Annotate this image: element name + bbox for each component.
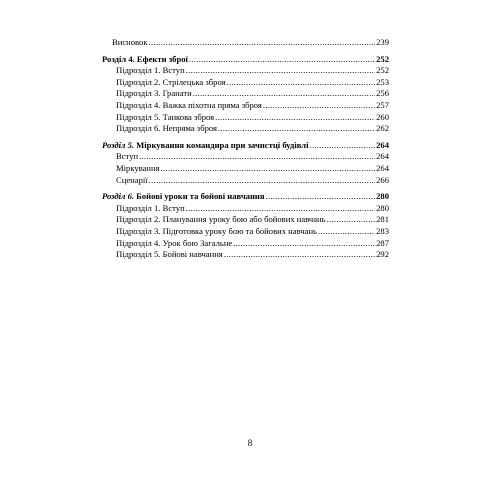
dot-leader [224, 249, 375, 261]
toc-entry-page: 239 [376, 37, 389, 47]
toc-entry-page: 260 [376, 111, 389, 122]
toc-section-6[interactable] [102, 191, 389, 203]
toc-section-page: 264 [376, 139, 389, 150]
toc-entry-page: 266 [376, 174, 389, 185]
dot-leader [139, 151, 375, 163]
toc-entry[interactable] [102, 77, 389, 89]
toc-section-page: 252 [376, 53, 389, 64]
toc-entry[interactable] [102, 226, 389, 238]
toc-section-prefix: Розділ 4. [102, 53, 135, 64]
toc-entry-page: 262 [376, 123, 389, 134]
toc-entry-page: 292 [376, 249, 389, 260]
dot-leader [189, 54, 375, 66]
toc-entry-title: Підрозділ 2. Стрілецька зброя [116, 76, 226, 87]
toc-entry-title: Сценарії [116, 174, 148, 185]
toc-section-5[interactable] [102, 140, 389, 152]
toc-entry[interactable] [102, 65, 389, 77]
toc-entry[interactable] [102, 214, 389, 226]
dot-leader [193, 88, 375, 100]
toc-entry[interactable] [102, 249, 389, 261]
toc-section-title [102, 54, 188, 66]
toc-entry-title: Підрозділ 3. Гранати [116, 88, 192, 99]
toc-section-title [102, 191, 265, 203]
toc-entry[interactable] [102, 123, 389, 135]
toc-entry-title: Висновок [112, 37, 148, 47]
toc-entry-title: Підрозділ 5. Бойові навчання [116, 249, 223, 260]
dot-leader [149, 175, 375, 187]
dot-leader [149, 37, 376, 49]
toc-entry-title: Підрозділ 4. Урок бою Загальне [116, 237, 233, 248]
toc-entry-title: Підрозділ 1. Вступ [116, 202, 185, 213]
toc-entry-title: Підрозділ 6. Непряма зброя [116, 123, 217, 134]
toc-entry-title: Підрозділ 5. Танкова зброя [116, 111, 215, 122]
page-number: 8 [247, 438, 253, 448]
dot-leader [186, 203, 375, 215]
toc-section-page: 280 [376, 191, 389, 202]
toc-section-title [102, 140, 309, 152]
toc-entry-page: 264 [376, 162, 389, 173]
toc-entry-title: Міркування [116, 162, 160, 173]
toc-section-4[interactable] [102, 54, 389, 66]
toc-entry-page: 253 [376, 76, 389, 87]
dot-leader [266, 191, 376, 203]
dot-leader [327, 214, 376, 226]
toc-entry[interactable] [102, 151, 389, 163]
toc-section-name: Міркування командира при зачистці будівлі [134, 139, 309, 150]
toc-entry-page: 287 [376, 237, 389, 248]
dot-leader [233, 238, 375, 250]
toc-entry-title: Підрозділ 4. Важка піхотна пряма зброя [116, 99, 262, 110]
toc-section-prefix: Розділ 6. [102, 191, 135, 202]
toc-entry[interactable] [102, 175, 389, 187]
toc-entry-page: 283 [376, 225, 389, 236]
dot-leader [263, 100, 375, 112]
dot-leader [186, 65, 375, 77]
toc-section-prefix: Розділ 5. [102, 139, 135, 150]
toc-entry[interactable] [102, 100, 389, 112]
toc-entry[interactable] [102, 88, 389, 100]
toc-entry[interactable] [102, 238, 389, 250]
toc-entry-title: Вступ [116, 151, 139, 162]
dot-leader [318, 226, 375, 238]
toc-entry[interactable] [102, 163, 389, 175]
dot-leader [161, 163, 376, 175]
dot-leader [218, 123, 375, 135]
toc-entry-page: 281 [376, 214, 389, 225]
toc-entry-title: Підрозділ 2. Планування уроку бою або бойових навчань [116, 214, 326, 225]
toc-entry-title: Підрозділ 3. Підготовка уроку бою та бойових навчань [116, 225, 317, 236]
toc-entry-conclusion[interactable] [102, 37, 389, 49]
toc-entry[interactable] [102, 203, 389, 215]
dot-leader [215, 112, 375, 124]
table-of-contents [102, 37, 389, 261]
toc-entry-page: 264 [376, 151, 389, 162]
toc-entry-page: 257 [376, 99, 389, 110]
toc-entry-page: 252 [376, 65, 389, 76]
toc-section-name: Ефекти зброї [134, 53, 188, 64]
toc-entry[interactable] [102, 112, 389, 124]
toc-section-name: Бойові уроки та бойові навчання [134, 191, 265, 202]
toc-entry-page: 280 [376, 202, 389, 213]
toc-entry-page: 256 [376, 88, 389, 99]
toc-entry-title: Підрозділ 1. Вступ [116, 65, 185, 76]
dot-leader [227, 77, 376, 89]
dot-leader [310, 140, 376, 152]
